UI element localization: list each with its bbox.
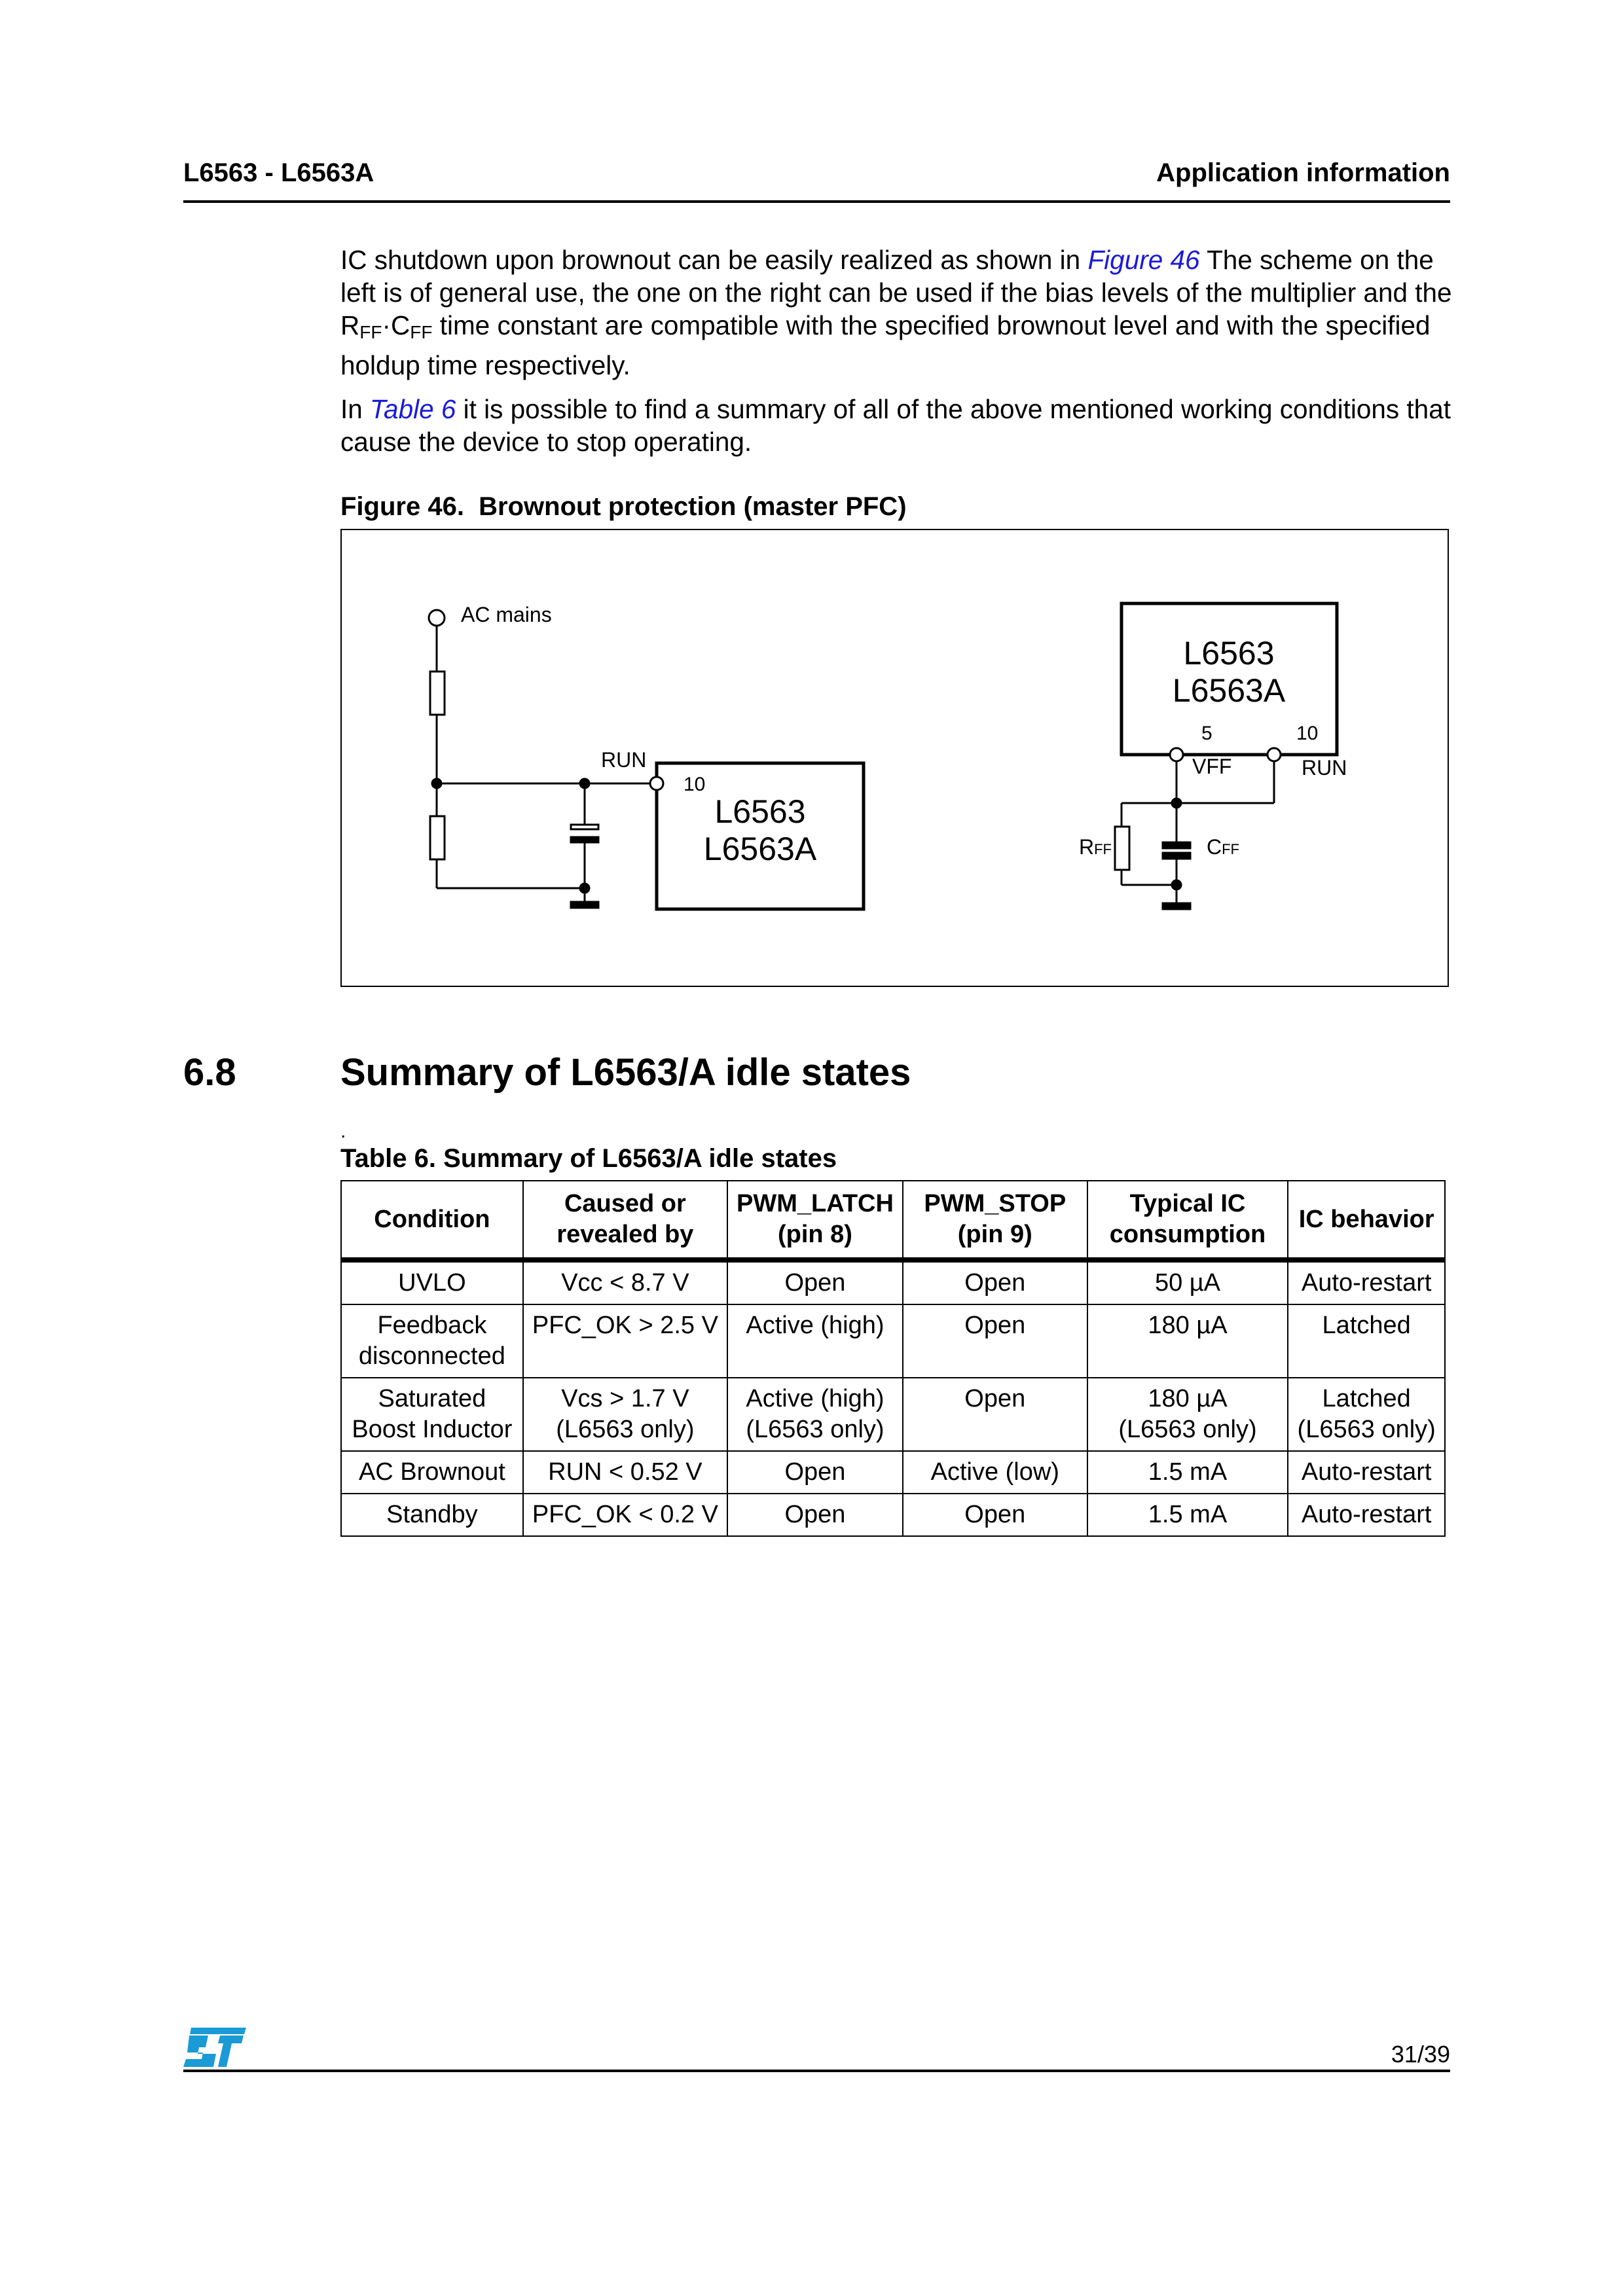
table-header-row: [341, 1181, 1445, 1260]
table-cell: [1288, 1260, 1445, 1304]
page-number: 31/39: [1391, 2041, 1450, 2068]
cell-text: Open: [964, 1385, 1026, 1412]
table-cell: [523, 1304, 727, 1378]
table-cell: [1288, 1378, 1445, 1451]
table-row: [341, 1260, 1445, 1304]
header-text: Condition: [374, 1205, 490, 1233]
cell-text: Boost Inductor: [352, 1416, 513, 1443]
cell-text: Active (high): [746, 1385, 884, 1412]
table-cell: [341, 1494, 523, 1536]
column-header: [1288, 1181, 1445, 1260]
run-label: RUN: [601, 748, 647, 772]
capacitor-cff-top: [1163, 842, 1190, 848]
text: time constant are compatible with the specified brownout level and with the specified holdup time respectively.: [340, 310, 1431, 380]
cell-text: Open: [784, 1501, 846, 1528]
cell-text: (L6563 only): [556, 1416, 695, 1443]
figure-46-schematic: [340, 529, 1449, 987]
table-cell: [727, 1304, 903, 1378]
cell-text: 50 µA: [1154, 1269, 1221, 1297]
cell-text: AC Brownout: [358, 1458, 505, 1486]
cell-text: UVLO: [398, 1269, 466, 1297]
header-text: consumption: [1109, 1221, 1266, 1248]
vff-label: VFF: [1192, 755, 1232, 778]
table-cell: [727, 1494, 903, 1536]
header-text: PWM_LATCH: [736, 1190, 894, 1217]
column-header: [523, 1181, 727, 1260]
text: it is possible to find a summary of all of the above mentioned working conditions that cause the device to stop operating.: [340, 394, 1451, 457]
table-cell: [1087, 1260, 1288, 1304]
table-6-link[interactable]: Table 6: [370, 394, 456, 424]
text: C: [1207, 835, 1222, 859]
table-row: [341, 1378, 1445, 1451]
table-cell: [341, 1260, 523, 1304]
table-cell: [1087, 1494, 1288, 1536]
cell-text: Latched: [1322, 1385, 1411, 1412]
column-header: [341, 1181, 523, 1260]
ground-symbol: [571, 902, 598, 908]
section-title: Summary of L6563/A idle states: [340, 1051, 911, 1094]
idle-states-table: [340, 1180, 1446, 1537]
table-cell: [1087, 1304, 1288, 1378]
header-text: revealed by: [556, 1221, 694, 1248]
column-header: [1087, 1181, 1288, 1260]
cell-text: RUN < 0.52 V: [548, 1458, 702, 1486]
table-caption: Table 6. Summary of L6563/A idle states: [340, 1144, 837, 1173]
subscript: FF: [1222, 841, 1239, 857]
table-cell: [1288, 1304, 1445, 1378]
pin-number-label: 10: [684, 774, 706, 795]
table-row: [341, 1451, 1445, 1494]
table-cell: [1288, 1451, 1445, 1494]
resistor-top: [430, 672, 445, 715]
figure-46-link[interactable]: Figure 46: [1087, 245, 1200, 275]
run-label: RUN: [1302, 756, 1347, 780]
cff-label: [1207, 835, 1239, 859]
paragraph-table-ref: [340, 393, 1453, 458]
st-logo-icon: [182, 2026, 247, 2068]
header-text: (pin 8): [777, 1221, 852, 1248]
ac-mains-label: AC mains: [461, 603, 552, 626]
subscript: FF: [1094, 841, 1112, 857]
paragraph-brownout: [340, 243, 1453, 382]
stray-mark: .: [340, 1121, 346, 1142]
cell-text: Open: [964, 1501, 1026, 1528]
cell-text: 1.5 mA: [1148, 1458, 1228, 1486]
pin-5-number: 5: [1201, 723, 1213, 744]
pin-10-number: 10: [1296, 723, 1319, 744]
table-cell: [727, 1378, 903, 1451]
cell-text: (L6563 only): [1297, 1416, 1436, 1443]
cell-text: Auto-restart: [1301, 1501, 1432, 1528]
ic-name-line1: L6563: [714, 793, 806, 830]
pin-5-terminal: [1170, 748, 1183, 761]
cell-text: Saturated: [378, 1385, 486, 1412]
resistor-bottom: [430, 816, 445, 859]
table-cell: [1288, 1494, 1445, 1536]
column-header: [727, 1181, 903, 1260]
table-cell: [1087, 1378, 1288, 1451]
junction-dot: [1172, 880, 1181, 889]
table-cell: [903, 1451, 1087, 1494]
table-row: [341, 1304, 1445, 1378]
column-header: [903, 1181, 1087, 1260]
cell-text: Vcs > 1.7 V: [561, 1385, 689, 1412]
cell-text: 1.5 mA: [1148, 1501, 1228, 1528]
pin-10-terminal: [1267, 748, 1281, 761]
section-number: 6.8: [183, 1051, 236, 1094]
table-cell: [903, 1494, 1087, 1536]
text: In: [340, 394, 371, 424]
capacitor-cff-bottom: [1163, 853, 1190, 859]
header-rule: [183, 200, 1450, 203]
ic-name-line2: L6563A: [703, 831, 817, 867]
subscript: FF: [359, 322, 382, 342]
cell-text: PFC_OK < 0.2 V: [532, 1501, 718, 1528]
header-text: Typical IC: [1129, 1190, 1246, 1217]
header-text: (pin 9): [957, 1221, 1032, 1248]
rff-label: [1079, 835, 1112, 859]
header-text: Caused or: [564, 1190, 686, 1217]
table-cell: [523, 1260, 727, 1304]
table-body: [341, 1260, 1445, 1536]
table-cell: [523, 1494, 727, 1536]
header-text: PWM_STOP: [924, 1190, 1067, 1217]
cell-text: (L6563 only): [746, 1416, 884, 1443]
table-cell: [523, 1451, 727, 1494]
document-title: L6563 - L6563A: [183, 158, 374, 187]
cell-text: Open: [784, 1269, 846, 1297]
text: IC shutdown upon brownout can be easily realized as shown in: [340, 245, 1088, 275]
cell-text: Active (high): [746, 1312, 884, 1339]
cell-text: Auto-restart: [1301, 1269, 1432, 1297]
cell-text: 180 µA: [1148, 1385, 1228, 1412]
text: The scheme on the left is of general use, the one on the right can be used if the bias levels of the multiplier and the R: [340, 245, 1452, 340]
cell-text: Open: [964, 1269, 1026, 1297]
table-cell: [903, 1260, 1087, 1304]
table-cell: [1087, 1451, 1288, 1494]
section-header: Application information: [1156, 158, 1450, 187]
table-cell: [341, 1304, 523, 1378]
schematic-svg: [340, 529, 1449, 987]
cell-text: 180 µA: [1148, 1312, 1228, 1339]
table-cell: [341, 1451, 523, 1494]
capacitor-plate-bottom: [571, 837, 598, 842]
figure-caption: Figure 46. Brownout protection (master PFC): [340, 492, 907, 521]
capacitor-plate-top: [571, 825, 598, 829]
text: ·C: [382, 310, 410, 340]
cell-text: Latched: [1322, 1312, 1411, 1339]
footer-rule: [183, 2070, 1450, 2072]
cell-text: Active (low): [930, 1458, 1059, 1486]
cell-text: PFC_OK > 2.5 V: [532, 1312, 718, 1339]
header-text: IC behavior: [1298, 1205, 1434, 1233]
ic-name-line1: L6563: [1183, 635, 1275, 672]
subscript: FF: [410, 322, 433, 342]
table-cell: [523, 1378, 727, 1451]
table-cell: [903, 1378, 1087, 1451]
ground-symbol: [1163, 903, 1190, 909]
cell-text: Auto-restart: [1301, 1458, 1432, 1486]
cell-text: Open: [964, 1312, 1026, 1339]
resistor-rff: [1115, 827, 1129, 870]
table-cell: [341, 1378, 523, 1451]
cell-text: Feedback: [377, 1312, 487, 1339]
cell-text: Vcc < 8.7 V: [561, 1269, 689, 1297]
pin-10-terminal: [650, 777, 663, 790]
cell-text: disconnected: [358, 1342, 505, 1370]
ic-name-line2: L6563A: [1172, 672, 1286, 709]
table-cell: [727, 1451, 903, 1494]
text: R: [1079, 835, 1095, 859]
cell-text: Open: [784, 1458, 846, 1486]
table-cell: [727, 1260, 903, 1304]
cell-text: Standby: [386, 1501, 478, 1528]
ac-mains-terminal: [429, 610, 445, 626]
table-row: [341, 1494, 1445, 1536]
table-cell: [903, 1304, 1087, 1378]
cell-text: (L6563 only): [1118, 1416, 1257, 1443]
